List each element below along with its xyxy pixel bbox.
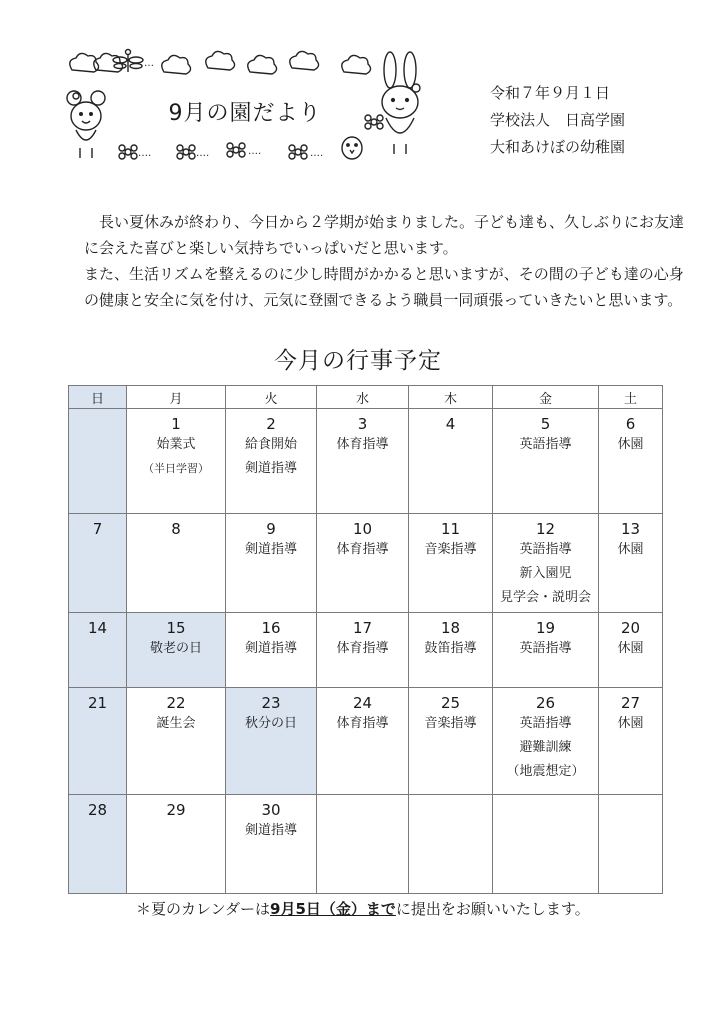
svg-text:‥‥: ‥‥	[196, 148, 210, 159]
event-label: 避難訓練	[519, 740, 572, 755]
calendar-day-cell	[493, 795, 599, 894]
calendar-day-cell	[493, 688, 599, 795]
event-label: 誕生会	[156, 716, 196, 731]
event-label: 英語指導	[519, 542, 572, 557]
calendar-day-cell	[226, 795, 317, 894]
calendar-day-cell	[127, 613, 226, 688]
calendar-day-cell	[493, 514, 599, 613]
calendar-day-cell	[69, 688, 127, 795]
calendar-day-cell	[493, 613, 599, 688]
calendar-day-cell	[409, 409, 493, 514]
chick-icon	[342, 137, 362, 159]
day-number: 28	[87, 801, 108, 819]
event-label: （半日学習）	[143, 462, 209, 475]
calendar-day-cell	[127, 514, 226, 613]
event-label: 音楽指導	[424, 716, 477, 731]
calendar-week-row	[69, 613, 663, 688]
calendar-day-cell	[317, 514, 409, 613]
calendar-day-cell	[409, 514, 493, 613]
svg-text:‥‥: ‥‥	[310, 148, 324, 159]
note-suffix: に提出をお願いいたします。	[395, 900, 590, 918]
weekday-header-row	[69, 386, 663, 409]
cloud-icon	[248, 55, 277, 74]
calendar-day-cell	[226, 613, 317, 688]
bunny-icon	[382, 52, 420, 154]
event-label: 休園	[617, 437, 644, 452]
day-number: 29	[166, 801, 186, 819]
note-deadline: 9月5日（金）まで	[270, 900, 396, 918]
event-label: 休園	[617, 542, 644, 557]
flower-icon	[119, 145, 137, 159]
day-number: 8	[171, 520, 181, 538]
calendar-day-cell	[127, 409, 226, 514]
calendar-day-cell	[317, 409, 409, 514]
calendar-day-cell	[69, 613, 127, 688]
day-number: 6	[625, 415, 636, 433]
weekday-header: 火	[226, 386, 317, 409]
flower-icon	[177, 145, 195, 159]
weekday-header: 水	[317, 386, 409, 409]
day-number: 13	[620, 520, 641, 538]
calendar-day-cell	[127, 795, 226, 894]
event-label: 新入園児	[519, 566, 572, 581]
newsletter-title: 9月の園だより	[168, 101, 322, 126]
event-label: 敬老の日	[149, 641, 202, 656]
day-number: 27	[620, 694, 641, 712]
intro-paragraph-1: 長い夏休みが終わり、今日から２学期が始まりました。子ども達も、久しぶりにお友達に会えた喜びと楽しい気持ちでいっぱいだと思います。	[84, 213, 685, 257]
note-prefix: ＊夏のカレンダーは	[136, 900, 271, 918]
day-number: 11	[440, 520, 461, 538]
day-number: 24	[352, 694, 373, 712]
calendar-day-cell	[599, 514, 663, 613]
event-label: 剣道指導	[244, 461, 297, 476]
event-label: 見学会・説明会	[499, 590, 591, 605]
calendar-day-cell	[409, 613, 493, 688]
calendar-week-row	[69, 688, 663, 795]
svg-text:‥‥: ‥‥	[138, 148, 152, 159]
calendar-day-cell	[409, 688, 493, 795]
schedule-title: 今月の行事予定	[274, 348, 442, 374]
event-label: 英語指導	[519, 716, 572, 731]
day-number: 30	[261, 801, 281, 819]
calendar-day-cell	[599, 795, 663, 894]
calendar-day-cell	[317, 795, 409, 894]
weekday-header: 木	[409, 386, 493, 409]
calendar-day-cell	[226, 688, 317, 795]
intro-paragraph-2: また、生活リズムを整えるのに少し時間がかかると思いますが、その間の子ども達の心身の健康と安全に気を付け、元気に登園できるよう職員一同頑張っていきたいと思います。	[84, 265, 684, 309]
calendar-day-cell	[127, 688, 226, 795]
calendar-week-row	[69, 795, 663, 894]
day-number: 16	[261, 619, 281, 637]
event-label: 給食開始	[244, 437, 297, 452]
weekday-header: 金	[493, 386, 599, 409]
submission-note	[136, 898, 590, 919]
calendar-day-cell	[599, 409, 663, 514]
event-label: 始業式	[156, 437, 196, 452]
flower-icon	[289, 145, 307, 159]
event-label: 音楽指導	[424, 542, 477, 557]
day-number: 2	[266, 415, 276, 433]
day-number: 25	[440, 694, 461, 712]
day-number: 12	[535, 520, 556, 538]
calendar-day-cell	[599, 613, 663, 688]
day-number: 5	[540, 415, 551, 433]
calendar-day-cell	[226, 409, 317, 514]
event-label: （地震想定）	[506, 764, 585, 779]
weekday-header: 土	[599, 386, 663, 409]
calendar-day-cell	[599, 688, 663, 795]
day-number: 15	[166, 619, 186, 637]
calendar-day-cell	[409, 795, 493, 894]
event-label: 体育指導	[336, 716, 389, 731]
event-label: 鼓笛指導	[424, 641, 477, 656]
event-label: 体育指導	[336, 641, 389, 656]
day-number: 7	[92, 520, 103, 538]
event-label: 剣道指導	[244, 641, 297, 656]
day-number: 1	[171, 415, 181, 433]
school-name: 大和あけぼの幼稚園	[490, 138, 626, 156]
event-label: 英語指導	[519, 641, 572, 656]
corporation-name: 学校法人 日高学園	[490, 111, 626, 129]
day-number: 18	[440, 619, 461, 637]
event-label: 体育指導	[336, 542, 389, 557]
header-banner	[60, 40, 440, 170]
day-number: 23	[261, 694, 281, 712]
day-number: 14	[87, 619, 108, 637]
calendar-day-cell	[69, 409, 127, 514]
dragonfly-icon	[113, 50, 143, 73]
flower-icon	[227, 143, 245, 157]
cloud-icon	[162, 55, 191, 74]
day-number: 22	[166, 694, 186, 712]
event-calendar	[68, 385, 663, 894]
day-number: 19	[535, 619, 556, 637]
svg-text:‥‥: ‥‥	[248, 146, 262, 157]
weekday-header: 月	[127, 386, 226, 409]
issuer-info	[490, 80, 625, 161]
mouse-icon	[67, 91, 105, 158]
cloud-icon	[290, 51, 319, 70]
day-number: 10	[352, 520, 373, 538]
cloud-icon	[206, 51, 235, 70]
calendar-day-cell	[493, 409, 599, 514]
day-number: 9	[266, 520, 276, 538]
day-number: 4	[445, 415, 456, 433]
day-number: 21	[87, 694, 108, 712]
event-label: 剣道指導	[244, 542, 297, 557]
event-label: 休園	[617, 716, 644, 731]
day-number: 20	[620, 619, 641, 637]
event-label: 英語指導	[519, 437, 572, 452]
event-label: 休園	[617, 641, 644, 656]
calendar-day-cell	[69, 795, 127, 894]
cloud-icon	[342, 55, 371, 74]
weekday-header: 日	[69, 386, 127, 409]
flower-icon	[365, 115, 383, 129]
event-label: 秋分の日	[244, 716, 297, 731]
calendar-day-cell	[69, 514, 127, 613]
calendar-day-cell	[317, 688, 409, 795]
calendar-day-cell	[226, 514, 317, 613]
calendar-week-row	[69, 514, 663, 613]
day-number: 26	[535, 694, 556, 712]
day-number: 3	[357, 415, 368, 433]
svg-text:…: …	[144, 58, 154, 69]
event-label: 剣道指導	[244, 823, 297, 838]
calendar-day-cell	[317, 613, 409, 688]
day-number: 17	[352, 619, 373, 637]
calendar-week-row	[69, 409, 663, 514]
issue-date: 令和７年９月１日	[490, 84, 611, 102]
intro-message	[84, 209, 696, 313]
event-label: 体育指導	[336, 437, 389, 452]
